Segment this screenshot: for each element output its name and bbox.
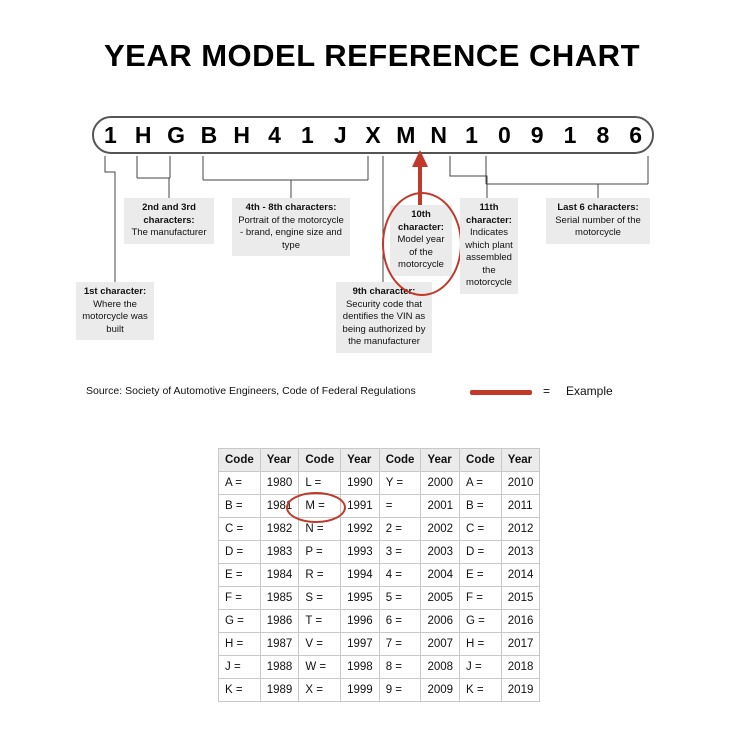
page-title: YEAR MODEL REFERENCE CHART xyxy=(103,38,641,73)
callout-body: Indicates which plant assembled the motorcycle xyxy=(465,227,513,289)
cell-year: 2012 xyxy=(501,518,540,541)
column-header: Code xyxy=(219,449,261,472)
vin-char: X xyxy=(365,121,381,148)
column-header: Year xyxy=(341,449,380,472)
cell-code: F = xyxy=(460,587,502,610)
cell-year: 2007 xyxy=(421,633,460,656)
highlight-ellipse-10th-character xyxy=(382,192,462,296)
callout-body: Portrait of the motorcycle - brand, engine size and type xyxy=(238,214,344,251)
table-row xyxy=(219,633,540,656)
cell-code: 9 = xyxy=(379,679,421,702)
cell-year: 2010 xyxy=(501,472,540,495)
cell-year: 2001 xyxy=(421,495,460,518)
cell-year: 2015 xyxy=(501,587,540,610)
callout-heading: 1st character: xyxy=(83,286,147,297)
cell-year: 1982 xyxy=(260,518,299,541)
column-header: Code xyxy=(379,449,421,472)
cell-year: 2019 xyxy=(501,679,540,702)
table-row xyxy=(219,518,540,541)
cell-code: Y = xyxy=(379,472,421,495)
cell-code: G = xyxy=(219,610,261,633)
column-header: Year xyxy=(501,449,540,472)
callout-body: Where the motorcycle was built xyxy=(82,298,148,335)
cell-code: D = xyxy=(460,541,502,564)
vin-char: 1 xyxy=(300,121,314,148)
table-row xyxy=(219,564,540,587)
cell-year: 2017 xyxy=(501,633,540,656)
cell-code: E = xyxy=(460,564,502,587)
cell-year: 2002 xyxy=(421,518,460,541)
cell-code: C = xyxy=(460,518,502,541)
table-row xyxy=(219,587,540,610)
cell-code: X = xyxy=(299,679,341,702)
cell-code: 8 = xyxy=(379,656,421,679)
cell-code: S = xyxy=(299,587,341,610)
cell-year: 2005 xyxy=(421,587,460,610)
callout-11th-character xyxy=(460,198,518,294)
cell-code-highlighted: M = xyxy=(299,495,341,518)
table-header-row xyxy=(219,449,540,472)
vin-char: 1 xyxy=(563,121,577,148)
cell-code: A = xyxy=(460,472,502,495)
cell-year: 1985 xyxy=(260,587,299,610)
column-header: Code xyxy=(299,449,341,472)
column-header: Year xyxy=(260,449,299,472)
table-row xyxy=(219,541,540,564)
callout-heading: 4th - 8th characters: xyxy=(245,202,337,213)
vin-char: B xyxy=(200,121,218,148)
cell-year: 2008 xyxy=(421,656,460,679)
cell-code: D = xyxy=(219,541,261,564)
table-row xyxy=(219,610,540,633)
cell-year: 1981 xyxy=(260,495,299,518)
cell-code: W = xyxy=(299,656,341,679)
vin-char: N xyxy=(430,121,447,148)
vin-char-highlighted: M xyxy=(396,121,416,148)
cell-year: 1994 xyxy=(341,564,380,587)
vin-char: 8 xyxy=(596,121,610,148)
cell-code: L = xyxy=(299,472,341,495)
callout-body: Security code that dentifies the VIN as being authorized by the manufacturer xyxy=(342,298,426,348)
cell-year: 2014 xyxy=(501,564,540,587)
cell-code: B = xyxy=(460,495,502,518)
vin-char: 1 xyxy=(104,121,117,148)
cell-code: N = xyxy=(299,518,341,541)
vin-char: H xyxy=(233,121,251,148)
cell-code: G = xyxy=(460,610,502,633)
table-row xyxy=(219,495,540,518)
cell-year: 1983 xyxy=(260,541,299,564)
cell-year: 1996 xyxy=(341,610,380,633)
cell-year: 2006 xyxy=(421,610,460,633)
cell-year: 2000 xyxy=(421,472,460,495)
cell-year: 1993 xyxy=(341,541,380,564)
cell-year: 1995 xyxy=(341,587,380,610)
cell-code: 3 = xyxy=(379,541,421,564)
callout-heading: 2nd and 3rd characters: xyxy=(142,202,196,226)
cell-code: P = xyxy=(299,541,341,564)
cell-code: K = xyxy=(460,679,502,702)
cell-year: 1986 xyxy=(260,610,299,633)
cell-code: A = xyxy=(219,472,261,495)
cell-year: 1987 xyxy=(260,633,299,656)
legend-example-bar xyxy=(470,390,532,395)
column-header: Code xyxy=(460,449,502,472)
cell-year: 1998 xyxy=(341,656,380,679)
callout-body: Model year of the motorcycle xyxy=(397,234,445,271)
cell-year-highlighted: 1991 xyxy=(341,495,380,518)
legend-example-label: Example xyxy=(566,384,613,398)
cell-code: 7 = xyxy=(379,633,421,656)
vin-char: 9 xyxy=(530,121,544,148)
callout-heading: 9th character: xyxy=(352,286,416,297)
cell-year: 1992 xyxy=(341,518,380,541)
table-row xyxy=(219,656,540,679)
cell-year: 1990 xyxy=(341,472,380,495)
cell-year: 1988 xyxy=(260,656,299,679)
cell-code: E = xyxy=(219,564,261,587)
table-row xyxy=(219,472,540,495)
callout-2nd-3rd-characters xyxy=(124,198,214,244)
cell-code: J = xyxy=(219,656,261,679)
cell-year: 2016 xyxy=(501,610,540,633)
cell-code: T = xyxy=(299,610,341,633)
cell-code: C = xyxy=(219,518,261,541)
cell-year: 2018 xyxy=(501,656,540,679)
callout-last-6-characters xyxy=(546,198,650,244)
cell-code: V = xyxy=(299,633,341,656)
table-row xyxy=(219,679,540,702)
callout-heading: Last 6 characters: xyxy=(557,202,639,213)
cell-year: 1999 xyxy=(341,679,380,702)
cell-code: H = xyxy=(219,633,261,656)
cell-code: F = xyxy=(219,587,261,610)
callout-1st-character xyxy=(76,282,154,340)
callout-4th-8th-characters xyxy=(232,198,350,256)
vin-char: 0 xyxy=(497,121,511,148)
cell-code: 2 = xyxy=(379,518,421,541)
callout-body: The manufacturer xyxy=(131,227,207,239)
callout-body: Serial number of the motorcycle xyxy=(555,214,641,239)
cell-code: 5 = xyxy=(379,587,421,610)
cell-code: = xyxy=(379,495,421,518)
vin-char: J xyxy=(333,121,347,148)
cell-code: R = xyxy=(299,564,341,587)
cell-year: 1997 xyxy=(341,633,380,656)
cell-code: K = xyxy=(219,679,261,702)
cell-year: 1989 xyxy=(260,679,299,702)
year-code-table xyxy=(218,448,540,702)
vin-char: H xyxy=(134,121,152,148)
cell-code: J = xyxy=(460,656,502,679)
cell-code: 4 = xyxy=(379,564,421,587)
callout-heading: 10th character: xyxy=(398,209,444,233)
cell-year: 1984 xyxy=(260,564,299,587)
cell-code: B = xyxy=(219,495,261,518)
cell-year: 2009 xyxy=(421,679,460,702)
source-note: Source: Society of Automotive Engineers, Code of Federal Regulations xyxy=(86,385,416,397)
vin-char: G xyxy=(167,121,186,148)
cell-year: 2003 xyxy=(421,541,460,564)
cell-year: 2013 xyxy=(501,541,540,564)
cell-year: 2011 xyxy=(501,495,540,518)
vin-char: 4 xyxy=(268,121,281,148)
cell-code: 6 = xyxy=(379,610,421,633)
legend-equals-sign: = xyxy=(543,384,551,398)
callout-heading: 11th character: xyxy=(466,202,512,226)
vin-capsule xyxy=(92,116,654,154)
vin-char: 1 xyxy=(465,121,478,148)
cell-year: 1980 xyxy=(260,472,299,495)
cell-code: H = xyxy=(460,633,502,656)
column-header: Year xyxy=(421,449,460,472)
cell-year: 2004 xyxy=(421,564,460,587)
vin-char: 6 xyxy=(629,121,643,148)
